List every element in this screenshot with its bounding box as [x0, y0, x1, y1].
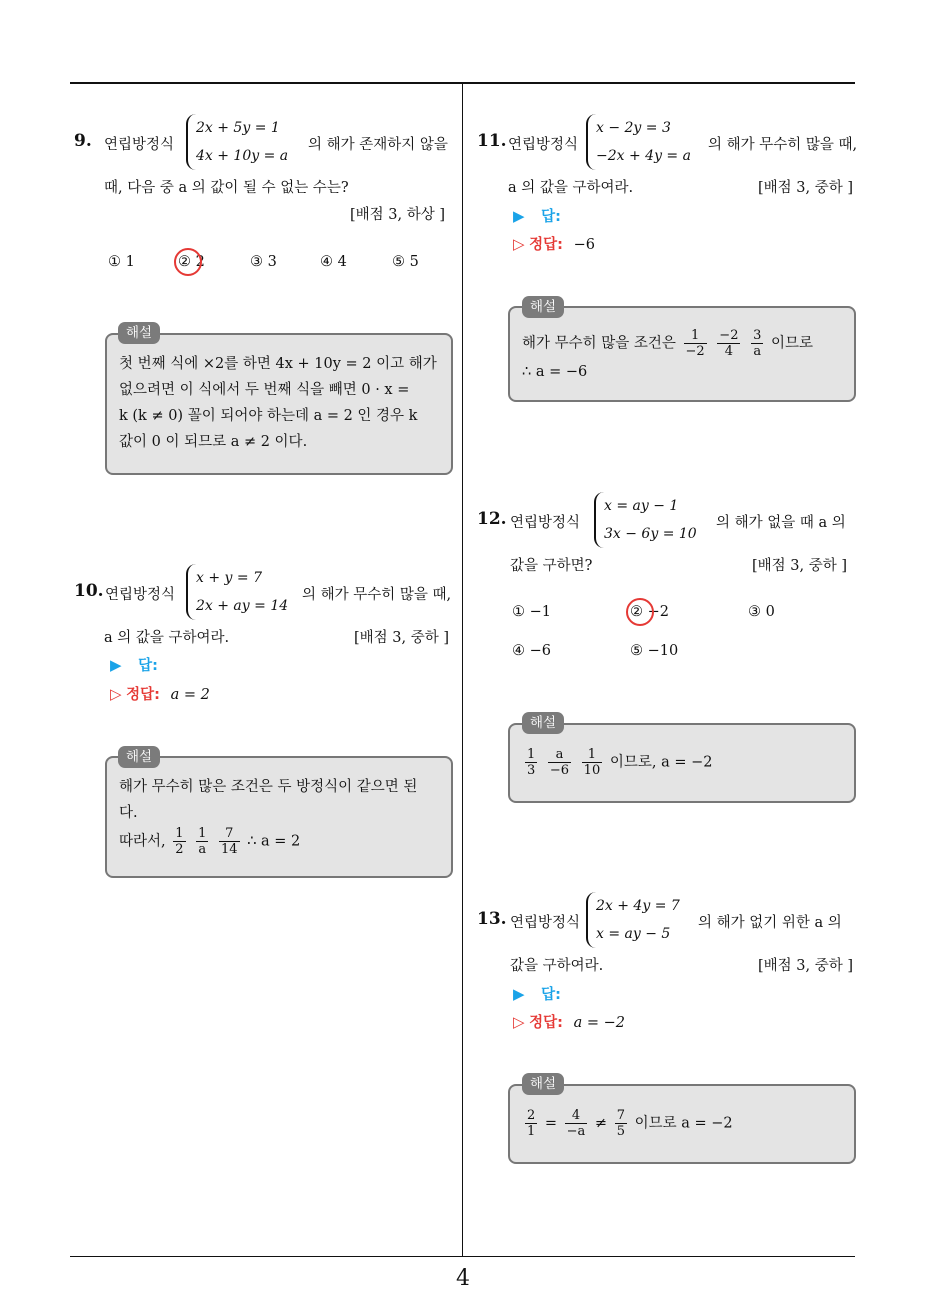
- numerator: −2: [719, 328, 739, 343]
- denominator: a: [198, 842, 207, 857]
- correct-value: −6: [573, 237, 595, 253]
- numerator: 1: [198, 826, 207, 841]
- choice-1[interactable]: ① 1: [108, 254, 135, 270]
- fraction: [582, 747, 603, 778]
- equation-system: [586, 114, 691, 170]
- correct-answer-line: [110, 683, 210, 704]
- explanation-prefix: 해가 무수히 많을 조건은: [522, 335, 676, 352]
- answer-line: [110, 654, 158, 675]
- equation-2: 4x + 10y = a: [196, 148, 289, 164]
- selected-answer-circle: [174, 248, 202, 276]
- numerator: 1: [175, 826, 184, 841]
- explanation-text: [522, 1108, 733, 1139]
- answer-label: 답:: [541, 987, 561, 1003]
- equation-2: x = ay − 5: [596, 926, 671, 942]
- question-tail: 의 해가 없을 때 a 의: [716, 515, 846, 531]
- question-intro: 연립방정식: [105, 587, 176, 603]
- explanation-text: [522, 747, 712, 778]
- question-tail: 의 해가 무수히 많을 때,: [708, 137, 858, 153]
- explanation-line-2: 다.: [119, 805, 138, 821]
- question-number: 9.: [74, 131, 92, 151]
- question-number: 13.: [477, 909, 507, 929]
- fraction: [525, 747, 537, 778]
- answer-line: [513, 983, 561, 1004]
- explanation-label: 해설: [522, 296, 564, 318]
- answer-label: 답:: [138, 658, 158, 674]
- explanation-box: [508, 1084, 856, 1164]
- correct-value: a = 2: [170, 687, 210, 703]
- numerator: 7: [219, 826, 240, 842]
- explanation-line-1: 첫 번째 식에 ×2를 하면 4x + 10y = 2 이고 해가: [119, 356, 437, 372]
- question-tail: 의 해가 존재하지 않을: [308, 137, 448, 153]
- denominator: 10: [583, 763, 601, 778]
- fraction: [219, 826, 240, 857]
- explanation-box: [508, 306, 856, 402]
- denominator: 2: [175, 842, 184, 857]
- question-intro: 연립방정식: [510, 515, 581, 531]
- fraction: [565, 1108, 588, 1139]
- explanation-text: [119, 774, 417, 857]
- explanation-text: [522, 328, 813, 385]
- answer-line: [513, 205, 561, 226]
- fraction: [751, 328, 763, 359]
- numerator: 7: [616, 1108, 625, 1123]
- equation-system: [186, 564, 288, 620]
- correct-arrow-icon: ▷: [110, 685, 122, 703]
- explanation-label: 해설: [118, 322, 160, 344]
- equation-1: x + y = 7: [196, 570, 262, 586]
- explanation-suffix: 이므로: [770, 335, 813, 352]
- numerator: a: [548, 747, 571, 763]
- explanation-suffix: ∴ a = 2: [247, 833, 301, 850]
- choice-2[interactable]: ② −2: [630, 604, 669, 620]
- page-number: 4: [456, 1266, 470, 1291]
- score-tag: [배점 3, 하상 ]: [350, 207, 446, 223]
- equation-system: [586, 892, 680, 948]
- explanation-box: [105, 333, 453, 475]
- explanation-label: 해설: [522, 712, 564, 734]
- question-number: 11.: [477, 131, 507, 151]
- question-line2: 때, 다음 중 a 의 값이 될 수 없는 수는?: [104, 180, 349, 196]
- column-divider: [462, 84, 463, 1256]
- numerator: 1: [684, 328, 707, 344]
- explanation-line-1: $\frac{2}{1}$ = $\frac{4}{-a}$ ≠ $\frac{7}{5}$ 이므로 a = −2: [527, 1108, 733, 1139]
- choice-4[interactable]: ④ −6: [512, 643, 551, 659]
- explanation-line-4: 값이 0 이 되므로 a ≠ 2 이다.: [119, 434, 308, 450]
- equation-2: 3x − 6y = 10: [604, 526, 697, 542]
- fraction: [548, 747, 571, 778]
- correct-arrow-icon: ▷: [513, 235, 525, 253]
- question-line2: 값을 구하여라.: [510, 958, 604, 974]
- explanation-line-2: ∴ a = −6: [522, 364, 588, 380]
- equation-1: 2x + 5y = 1: [196, 120, 280, 136]
- denominator: 3: [527, 763, 536, 778]
- numerator: 4: [565, 1108, 588, 1124]
- fraction: [196, 826, 208, 857]
- choice-list: [512, 604, 852, 664]
- correct-label: 정답:: [529, 1015, 563, 1031]
- question-line2: a 의 값을 구하여라.: [508, 180, 634, 196]
- score-tag: [배점 3, 중하 ]: [758, 958, 854, 974]
- correct-label: 정답:: [529, 237, 563, 253]
- equation-1: x − 2y = 3: [596, 120, 671, 136]
- answer-arrow-icon: ▶: [513, 207, 525, 225]
- denominator: 14: [221, 842, 238, 857]
- equation-2: −2x + 4y = a: [596, 148, 691, 164]
- choice-3[interactable]: ③ 3: [250, 254, 277, 270]
- fraction: [525, 1108, 537, 1139]
- explanation-suffix: 이므로, a = −2: [609, 754, 713, 771]
- explanation-box: [508, 723, 856, 803]
- numerator: 2: [527, 1108, 536, 1123]
- explanation-line-1: 해가 무수히 많은 조건은 두 방정식이 같으면 된: [119, 779, 418, 795]
- explanation-line-3: [119, 826, 417, 857]
- bottom-rule: [70, 1256, 855, 1257]
- fraction: [717, 328, 740, 359]
- question-intro: 연립방정식: [508, 137, 579, 153]
- correct-label: 정답:: [126, 687, 160, 703]
- question-line2: a 의 값을 구하여라.: [104, 630, 230, 646]
- equation-2: 2x + ay = 14: [196, 598, 289, 614]
- explanation-line-2: 없으려면 이 식에서 두 번째 식을 빼면 0 · x =: [119, 382, 410, 398]
- fraction: [173, 826, 185, 857]
- fraction: [684, 328, 707, 359]
- denominator: 1: [527, 1124, 536, 1139]
- question-tail: 의 해가 무수히 많을 때,: [302, 587, 452, 603]
- answer-label: 답:: [541, 209, 561, 225]
- denominator: 4: [724, 344, 734, 359]
- question-intro: 연립방정식: [510, 915, 581, 931]
- score-tag: [배점 3, 중하 ]: [752, 558, 848, 574]
- explanation-line-1: [522, 328, 813, 359]
- explanation-line-3: k (k ≠ 0) 꼴이 되어야 하는데 a = 2 인 경우 k: [119, 408, 418, 424]
- choice-4[interactable]: ④ 4: [320, 254, 347, 270]
- explanation-suffix: 이므로 a = −2: [634, 1115, 733, 1132]
- question-line2: 값을 구하면?: [510, 558, 593, 574]
- choice-1[interactable]: ① −1: [512, 604, 551, 620]
- question-number: 10.: [74, 581, 104, 601]
- question-intro: 연립방정식: [104, 137, 175, 153]
- denominator: −6: [549, 763, 570, 778]
- score-tag: [배점 3, 중하 ]: [354, 630, 450, 646]
- question-number: 12.: [477, 509, 507, 529]
- choice-3[interactable]: ③ 0: [748, 604, 775, 620]
- explanation-prefix: 따라서,: [119, 833, 166, 850]
- explanation-box: [105, 756, 453, 878]
- choice-5[interactable]: ⑤ −10: [630, 643, 679, 659]
- explanation-label: 해설: [522, 1073, 564, 1095]
- answer-arrow-icon: ▶: [513, 985, 525, 1003]
- selected-answer-circle: [626, 598, 654, 626]
- question-tail: 의 해가 없기 위한 a 의: [698, 915, 842, 931]
- denominator: −2: [685, 344, 705, 359]
- answer-arrow-icon: ▶: [110, 656, 122, 674]
- explanation-line-1: [522, 747, 712, 778]
- numerator: 3: [753, 328, 762, 343]
- correct-arrow-icon: ▷: [513, 1013, 525, 1031]
- fraction: [615, 1108, 627, 1139]
- correct-answer-line: [513, 233, 595, 254]
- explanation-text: [119, 351, 437, 455]
- equation-1: 2x + 4y = 7: [596, 898, 680, 914]
- score-tag: [배점 3, 중하 ]: [758, 180, 854, 196]
- equation-1: x = ay − 1: [604, 498, 679, 514]
- denominator: −a: [566, 1124, 586, 1139]
- numerator: 1: [582, 747, 603, 763]
- denominator: a: [753, 344, 762, 359]
- choice-2[interactable]: ② 2: [178, 254, 205, 270]
- explanation-label: 해설: [118, 746, 160, 768]
- numerator: 1: [527, 747, 536, 762]
- correct-value: a = −2: [573, 1015, 625, 1031]
- denominator: 5: [616, 1124, 625, 1139]
- equation-system: [186, 114, 288, 170]
- correct-answer-line: [513, 1011, 625, 1032]
- equation-system: [594, 492, 697, 548]
- choice-5[interactable]: ⑤ 5: [392, 254, 419, 270]
